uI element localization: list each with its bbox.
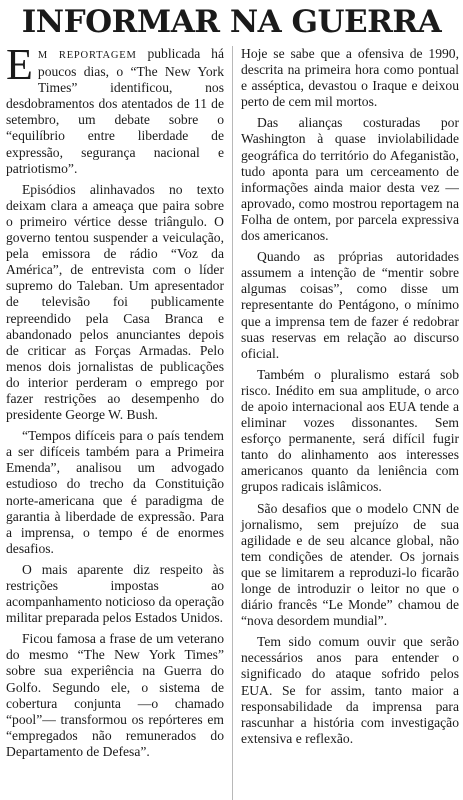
paragraph: Episódios alinhavados no texto deixam clara a ameaça que paira sobre o primeiro vértice desse triângulo. O governo tentou suspender a veiculação, pela emissora de rádio “Voz da América”, de entrevista com o líder supremo do Taleban. Um apresentador de televisão foi publicamente repreendido pela Casa Branca e abandonado pelos anunciantes depois de criticar as Forças Armadas. Pelo menos dois jornalistas de publicações do interior perderam o emprego por fazer restrições ao desempenho do presidente George W. Bush. — [6, 181, 224, 423]
left-column — [6, 46, 232, 800]
headline: INFORMAR NA GUERRA — [21, 4, 442, 40]
drop-cap: E — [6, 46, 33, 89]
paragraph: Quando as próprias autoridades assumem a intenção de “mentir sobre algumas coisas”, como disse um representante do Pentágono, o mínimo que a imprensa tem de fazer é redobrar suas reservas em relação ao discurso oficial. — [241, 249, 459, 361]
paragraph: O mais aparente diz respeito às restrições impostas ao acompanhamento noticioso da operação militar preparada pelos Estados Unidos. — [6, 561, 224, 626]
paragraph: Ficou famosa a frase de um veterano do mesmo “The New York Times” sobre sua experiência na Guerra do Golfo. Segundo ele, o sistema de cobertura conjunta —o chamado “pool”— transformou os repórteres em “empregados não remunerados do Departamento de Defesa”. — [6, 631, 224, 759]
paragraph: Também o pluralismo estará sob risco. Inédito em sua amplitude, o arco de apoio internacional aos EUA tende a eliminar vozes dissonantes. Sem esforço permanente, será difícil fugir tanto do alinhamento aos interesses americanos quanto da leniência com grupos radicais islâmicos. — [241, 366, 459, 495]
paragraph: “Tempos difíceis para o país tendem a ser difíceis também para a Primeira Emenda”, analisou um advogado estudioso do trecho da Constituição norte-americana que é paradigma de garantia à liberdade de expressão. Para a imprensa, o tempo é de enormes desafios. — [6, 428, 224, 556]
paragraph: Tem sido comum ouvir que serão necessários anos para entender o significado do ataque sofrido pelos EUA. Se for assim, tanto maior a responsabilidade da imprensa para rascunhar a história com investigação extensiva e reflexão. — [241, 634, 459, 746]
lead-smallcaps: M REPORTAGEM — [37, 50, 137, 61]
lead-text: publicada há poucos dias, o “The New York Times” identificou, nos desdobramentos dos atentados de 11 de setembro, um debate sobre o “equilíbrio entre liberdade de expressão, segurança nacional e patriotismo”. — [6, 46, 224, 176]
right-column — [232, 46, 459, 800]
paragraph: São desafios que o modelo CNN de jornalismo, sem prejuízo de sua agilidade e de seu alcance global, não tem condições de atender. Os jornais que se limitarem a reproduzi-lo ficarão longe de introduzir o leitor no que o diário francês “Le Monde” chamou de “nova desordem mundial”. — [241, 500, 459, 629]
paragraph: Das alianças costuradas por Washington à quase inviolabilidade geográfica do território do Afeganistão, tudo aponta para um cerceamento de informações ainda maior desta vez —aprovado, como mostrou reportagem na Folha de ontem, por parcela expressiva dos americanos. — [241, 115, 459, 244]
lead-paragraph — [6, 46, 224, 177]
article-body — [6, 46, 459, 800]
paragraph: Hoje se sabe que a ofensiva de 1990, descrita na primeira hora como pontual e asséptica, devastou o Iraque e deixou perto de cem mil mortos. — [241, 46, 459, 110]
